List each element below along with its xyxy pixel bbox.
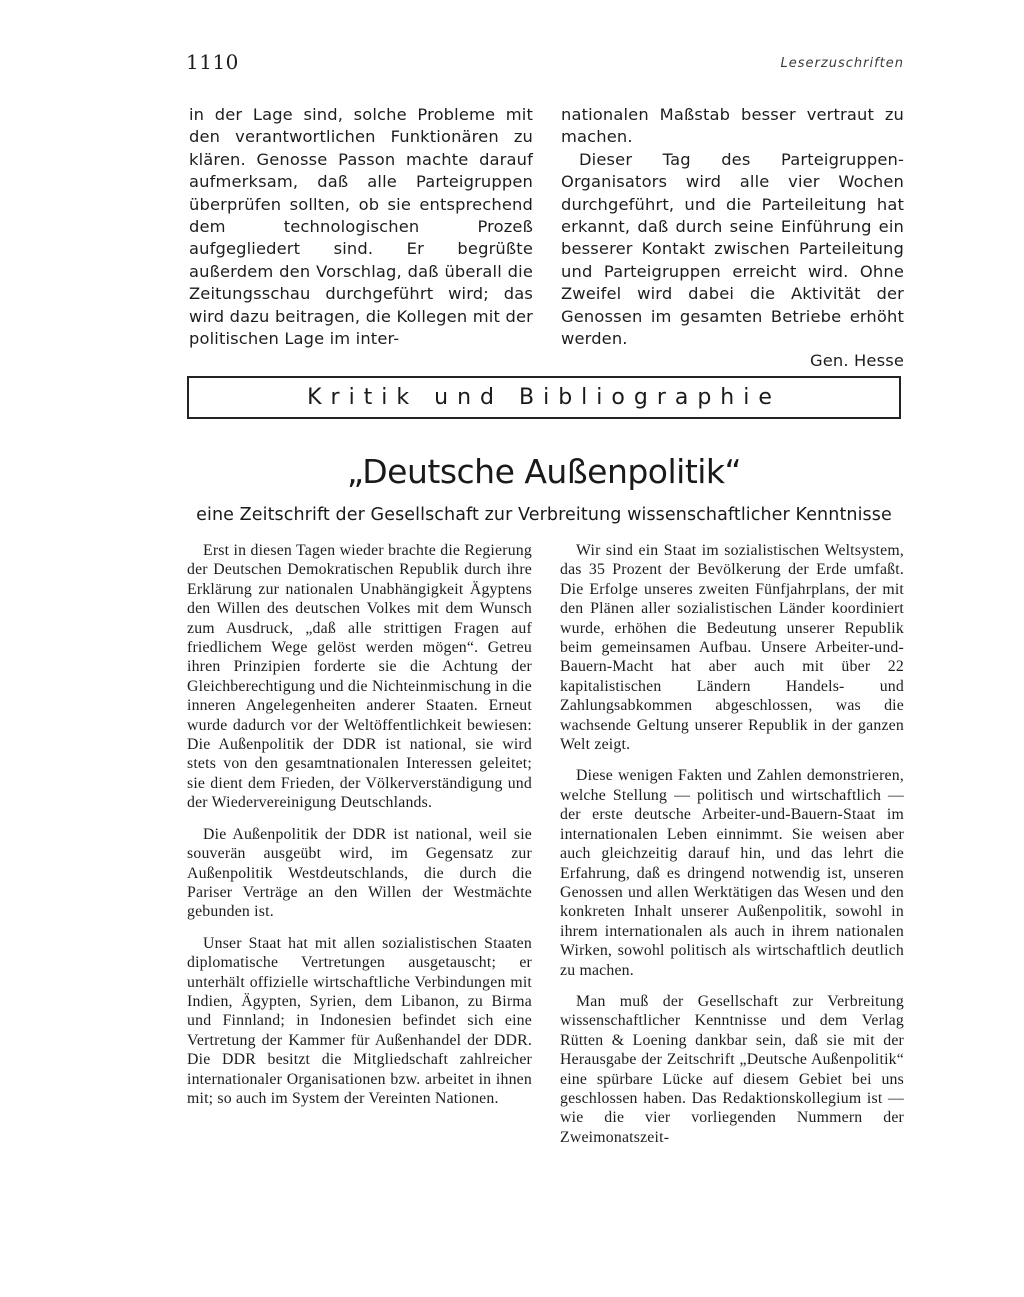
top-right-column xyxy=(561,104,904,373)
article-paragraph: Erst in diesen Tagen wieder brachte die Regierung der Deutschen Demokratischen Republik durch ihre Erklärung zur nationalen Unabhängigkeit Ägyptens den Willen des deutschen Volkes mit dem Wunsch zum Ausdruck, „daß alle strittigen Fragen auf friedlichem Wege gelöst werden mögen“. Getreu ihren Prinzipien forderte sie die Achtung der Gleichberechtigung und die Nichteinmischung in die inneren Angelegenheiten anderer Staaten. Erneut wurde dadurch vor der Weltöffentlichkeit bewiesen: Die Außenpolitik der DDR ist national, sie wird stets von den gesamtnationalen Interessen geleitet; sie dient dem Frieden, der Völkerverständigung und der Wiedervereinigung Deutschlands. xyxy=(187,542,532,812)
article-headline: „Deutsche Außenpolitik“ xyxy=(346,452,742,491)
author-signature: Gen. Hesse xyxy=(809,351,904,371)
article-paragraph: Unser Staat hat mit allen sozialistischen Staaten diplomatische Vertretungen ausgetauscht; er unterhält offizielle wirtschaftliche Verbindungen mit Indien, Ägypten, Syrien, dem Libanon, zu Birma und Finnland; in Indonesien befindet sich eine Vertretung der Kammer für Außenhandel der DDR. Die DDR besitzt die Mitgliedschaft zahlreicher internationaler Organisationen bzw. arbeitet in ihnen mit; so auch im System der Vereinten Nationen. xyxy=(187,934,532,1107)
article-paragraph: Die Außenpolitik der DDR ist national, weil sie souverän ausgeübt wird, im Gegensatz zur Außenpolitik Westdeutschlands, die durch die Pariser Verträge an den Willen der Westmächte gebunden ist. xyxy=(187,825,532,921)
section-header-box xyxy=(187,376,901,419)
section-title: Kritik und Bibliographie xyxy=(307,385,781,410)
article-subheadline: eine Zeitschrift der Gesellschaft zur Verbreitung wissenschaftlicher Kenntnisse xyxy=(196,505,892,525)
top-right-paragraph: Dieser Tag des Parteigruppen-Organisators wird alle vier Wochen durchgeführt, und die Parteileitung hat erkannt, daß durch seine Einführung ein besserer Kontakt zwischen Parteileitung und Parteigruppen erreicht wird. Ohne Zweifel wird dabei die Aktivität der Genossen im gesamten Betriebe erhöht werden. xyxy=(561,149,904,349)
article-right-column xyxy=(560,541,904,1159)
article-left-column xyxy=(187,541,532,1120)
top-left-paragraph: in der Lage sind, solche Probleme mit den verantwortlichen Funktionären zu klären. Genosse Passon machte darauf aufmerksam, daß alle Parteigruppen überprüfen sollten, ob sie entsprechend dem technologischen Prozeß aufgegliedert sind. Er begrüßte außerdem den Vorschlag, daß überall die Zeitungsschau durchgeführt wird; das wird dazu beitragen, die Kollegen mit der politischen Lage im inter- xyxy=(189,105,533,349)
running-head: Leserzuschriften xyxy=(780,56,904,71)
page-number: 1110 xyxy=(186,50,239,74)
top-right-paragraph: nationalen Maßstab besser vertraut zu machen. xyxy=(561,105,904,147)
article-paragraph: Man muß der Gesellschaft zur Verbreitung wissenschaftlicher Kenntnisse und dem Verlag Rütten & Loening dankbar sein, daß sie mit der Herausgabe der Zeitschrift „Deutsche Außenpolitik“ eine spürbare Lücke auf diesem Gebiet bei uns geschlossen haben. Das Redaktionskollegium ist — wie die vier vorliegenden Nummern der Zweimonatszeit- xyxy=(560,992,904,1146)
article-paragraph: Diese wenigen Fakten und Zahlen demonstrieren, welche Stellung — politisch und wirtschaftlich — der erste deutsche Arbeiter-und-Bauern-Staat im internationalen Leben einnimmt. Sie weisen aber auch gleichzeitig darauf hin, und das lehrt die Erfahrung, daß es dringend notwendig ist, unseren Genossen und allen Werktätigen das Wesen und den konkreten Inhalt unserer Außenpolitik, sowohl in ihrem internationalen als auch in ihrem nationalen Wirken, sowohl politisch als wirtschaftlich deutlich zu machen. xyxy=(560,767,904,979)
article-paragraph: Wir sind ein Staat im sozialistischen Weltsystem, das 35 Prozent der Bevölkerung der Erde umfaßt. Die Erfolge unseres zweiten Fünfjahrplans, der mit den Plänen aller sozialistischen Länder koordiniert wurde, erhöhen die Bedeutung unserer Republik beim gemeinsamen Aufbau. Unsere Arbeiter-und-Bauern-Macht hat aber auch mit über 22 kapitalistischen Ländern Handels- und Zahlungsabkommen abgeschlossen, was die wachsende Geltung unserer Republik in der ganzen Welt zeigt. xyxy=(560,542,904,754)
top-left-column xyxy=(189,104,533,350)
